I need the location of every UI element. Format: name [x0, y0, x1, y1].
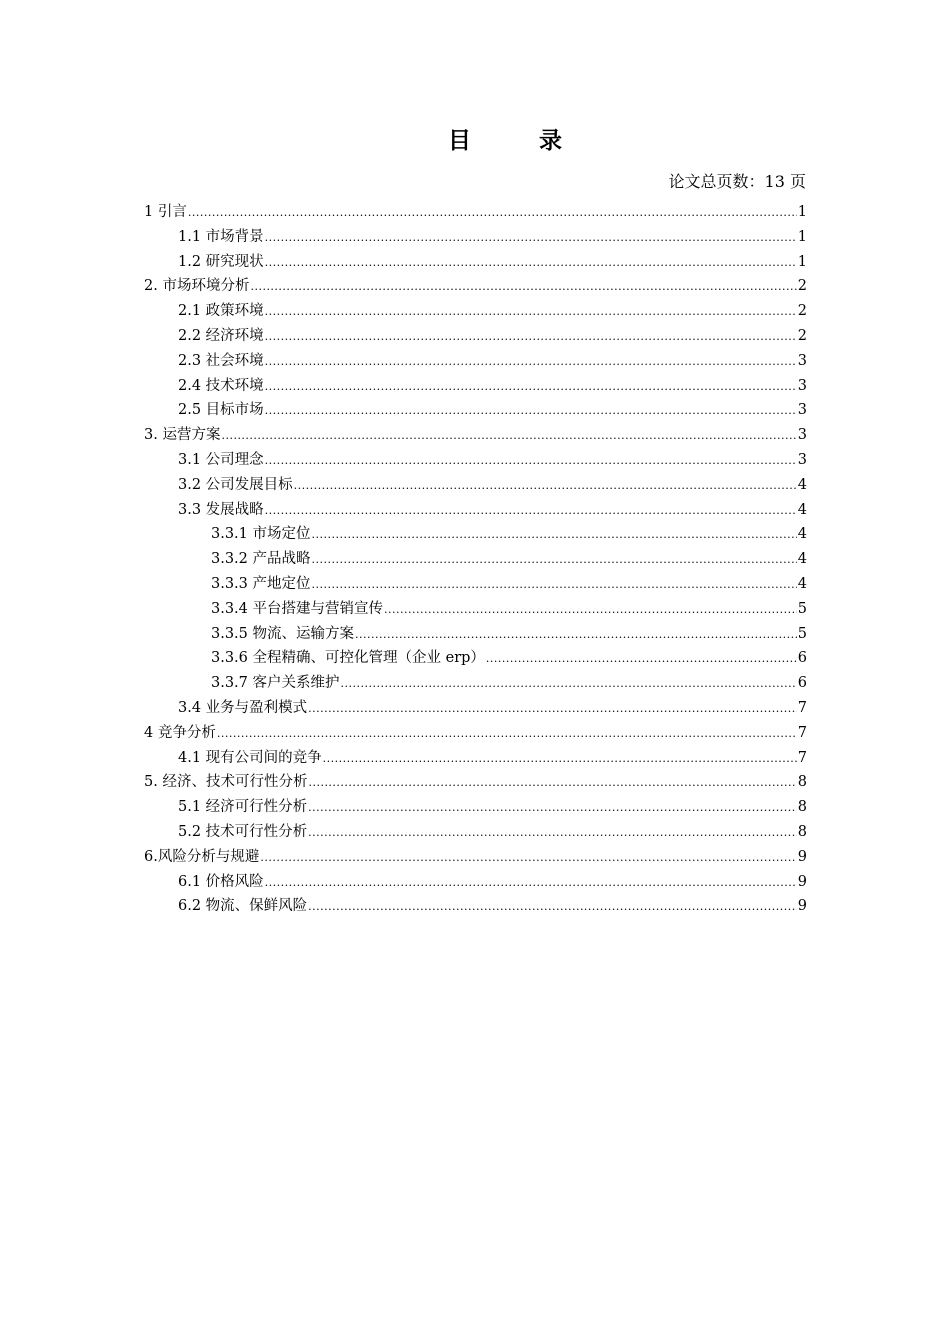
toc-entry-page-number: 3	[797, 352, 807, 369]
toc-entry[interactable]	[144, 200, 807, 225]
toc-dot-leader	[265, 449, 797, 473]
toc-entry-label: 2. 市场环境分析	[144, 278, 250, 295]
toc-entry-page-number: 4	[797, 526, 807, 543]
toc-entry-label: 3.3.2 产品战略	[211, 551, 311, 568]
toc-dot-leader	[265, 399, 797, 423]
toc-entry[interactable]	[144, 423, 807, 448]
toc-entry[interactable]	[144, 696, 807, 721]
toc-dot-leader	[341, 672, 797, 696]
toc-entry[interactable]	[144, 845, 807, 870]
toc-dot-leader	[294, 474, 797, 498]
toc-dot-leader	[217, 722, 797, 746]
toc-entry-label: 2.5 目标市场	[178, 402, 264, 419]
toc-entry-label: 4.1 现有公司间的竞争	[178, 749, 322, 766]
toc-entry[interactable]	[144, 374, 807, 399]
toc-dot-leader	[308, 821, 797, 845]
toc-entry[interactable]	[144, 721, 807, 746]
toc-dot-leader	[308, 796, 797, 820]
toc-dot-leader	[260, 846, 796, 870]
toc-entry-page-number: 5	[797, 600, 807, 617]
toc-entry-label: 2.2 经济环境	[178, 327, 264, 344]
toc-entry[interactable]	[144, 349, 807, 374]
toc-entry[interactable]	[144, 597, 807, 622]
toc-entry[interactable]	[144, 498, 807, 523]
toc-entry-label: 3.3 发展战略	[178, 501, 264, 518]
toc-entry-page-number: 3	[797, 427, 807, 444]
toc-entry-page-number: 1	[797, 253, 807, 270]
toc-entry[interactable]	[144, 622, 807, 647]
toc-entry-label: 3. 运营方案	[144, 427, 221, 444]
toc-entry-page-number: 8	[797, 774, 807, 791]
toc-dot-leader	[308, 771, 796, 795]
toc-entry[interactable]	[144, 795, 807, 820]
toc-entry-page-number: 4	[797, 501, 807, 518]
toc-dot-leader	[312, 523, 797, 547]
toc-dot-leader	[308, 697, 797, 721]
toc-entry-label: 2.1 政策环境	[178, 303, 264, 320]
toc-dot-leader	[250, 275, 796, 299]
toc-entry-page-number: 5	[797, 625, 807, 642]
toc-entry-label: 1.2 研究现状	[178, 253, 264, 270]
toc-entry[interactable]	[144, 299, 807, 324]
toc-entry[interactable]	[144, 522, 807, 547]
toc-entry-label: 1.1 市场背景	[178, 228, 264, 245]
toc-entry-page-number: 6	[797, 675, 807, 692]
toc-entry[interactable]	[144, 274, 807, 299]
toc-entry-page-number: 3	[797, 377, 807, 394]
toc-dot-leader	[188, 201, 797, 225]
toc-entry-label: 6.风险分析与规避	[144, 848, 260, 865]
toc-entry-label: 3.3.3 产地定位	[211, 575, 311, 592]
toc-entry-page-number: 2	[797, 278, 807, 295]
toc-dot-leader	[265, 251, 797, 275]
toc-entry-page-number: 7	[797, 699, 807, 716]
toc-entry-page-number: 8	[797, 823, 807, 840]
toc-entry-label: 3.2 公司发展目标	[178, 476, 293, 493]
toc-entry[interactable]	[144, 820, 807, 845]
toc-entry[interactable]	[144, 473, 807, 498]
toc-dot-leader	[312, 548, 797, 572]
toc-entry[interactable]	[144, 770, 807, 795]
toc-entry-page-number: 7	[797, 749, 807, 766]
toc-entry-page-number: 2	[797, 327, 807, 344]
toc-dot-leader	[308, 895, 797, 919]
toc-entry[interactable]	[144, 448, 807, 473]
toc-dot-leader	[265, 350, 797, 374]
toc-dot-leader	[265, 375, 797, 399]
toc-entry-page-number: 9	[797, 873, 807, 890]
toc-entry-label: 2.3 社会环境	[178, 352, 264, 369]
toc-dot-leader	[265, 325, 797, 349]
toc-entry-label: 6.2 物流、保鲜风险	[178, 898, 308, 915]
toc-title: 目 录	[447, 127, 592, 154]
toc-entry-label: 1 引言	[144, 204, 187, 220]
toc-entry-label: 5. 经济、技术可行性分析	[144, 774, 308, 791]
toc-entry[interactable]	[144, 547, 807, 572]
toc-dot-leader	[221, 424, 796, 448]
toc-entry[interactable]	[144, 324, 807, 349]
toc-entry-page-number: 6	[797, 650, 807, 667]
toc-entry-label: 2.4 技术环境	[178, 377, 264, 394]
toc-entry-label: 5.2 技术可行性分析	[178, 823, 308, 840]
toc-entry-label: 6.1 价格风险	[178, 873, 264, 890]
toc-entry-page-number: 4	[797, 575, 807, 592]
toc-dot-leader	[323, 747, 797, 771]
toc-entry-label: 3.4 业务与盈利模式	[178, 699, 308, 716]
toc-entry-label: 3.3.4 平台搭建与营销宣传	[211, 600, 384, 617]
toc-entry[interactable]	[144, 225, 807, 250]
toc-entry-label: 3.3.1 市场定位	[211, 526, 311, 543]
toc-dot-leader	[355, 623, 797, 647]
toc-dot-leader	[265, 300, 797, 324]
toc-entry-page-number: 4	[797, 476, 807, 493]
toc-entry[interactable]	[144, 671, 807, 696]
toc-entry-label: 5.1 经济可行性分析	[178, 799, 308, 816]
toc-entry[interactable]	[144, 250, 807, 275]
toc-entry-label: 3.3.6 全程精确、可控化管理（企业 erp）	[211, 650, 485, 667]
toc-entry-page-number: 1	[797, 228, 807, 245]
toc-entry-page-number: 4	[797, 551, 807, 568]
toc-entry-page-number: 2	[797, 303, 807, 320]
toc-dot-leader	[265, 226, 797, 250]
toc-entry-page-number: 1	[797, 204, 807, 220]
toc-entry[interactable]	[144, 894, 807, 919]
toc-dot-leader	[265, 871, 797, 895]
toc-entry-label: 3.3.7 客户关系维护	[211, 675, 340, 692]
toc-entry-page-number: 9	[797, 848, 807, 865]
toc-dot-leader	[312, 573, 797, 597]
total-pages-note: 论文总页数：13 页	[668, 172, 806, 191]
toc-entry[interactable]	[144, 746, 807, 771]
toc-entry-label: 3.1 公司理念	[178, 451, 264, 468]
toc-entry-page-number: 7	[797, 724, 807, 741]
toc-entry[interactable]	[144, 646, 807, 671]
toc-entry-page-number: 3	[797, 402, 807, 419]
table-of-contents	[144, 200, 807, 919]
toc-entry[interactable]	[144, 398, 807, 423]
toc-entry-label: 3.3.5 物流、运输方案	[211, 625, 355, 642]
toc-entry-page-number: 8	[797, 799, 807, 816]
toc-dot-leader	[486, 647, 797, 671]
toc-entry[interactable]	[144, 870, 807, 895]
toc-dot-leader	[384, 598, 797, 622]
toc-entry-page-number: 3	[797, 451, 807, 468]
toc-entry-page-number: 9	[797, 898, 807, 915]
toc-dot-leader	[265, 499, 797, 523]
toc-entry[interactable]	[144, 572, 807, 597]
toc-entry-label: 4 竞争分析	[144, 724, 216, 741]
